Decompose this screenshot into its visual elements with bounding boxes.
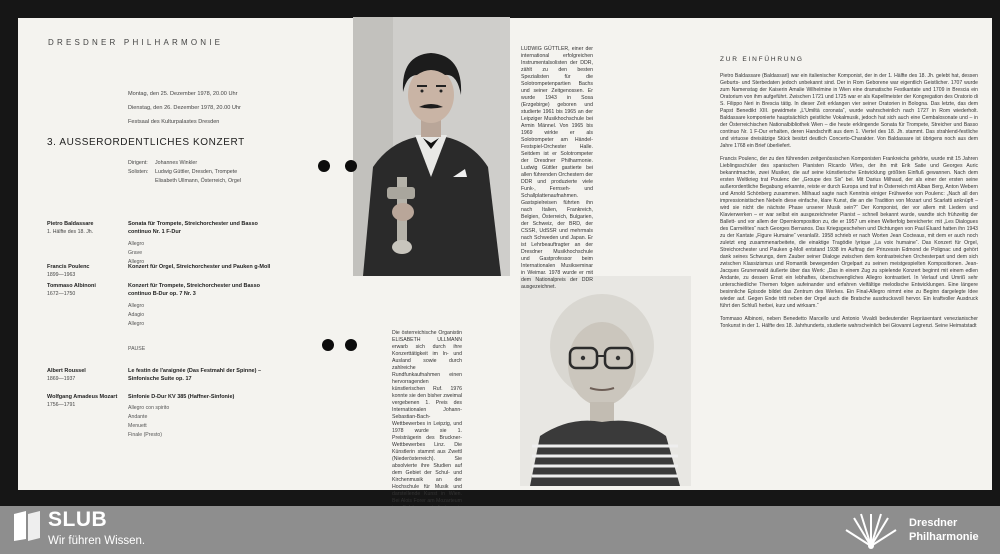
soloists-label: Solisten: bbox=[128, 169, 149, 175]
program-composer: Albert Roussel 1869—1937 bbox=[47, 368, 86, 382]
slub-brand: SLUB bbox=[48, 508, 108, 531]
program-composer: Pietro Baldassare 1. Hälfte des 18. Jh. bbox=[47, 221, 94, 235]
concert-title: 3. AUSSERORDENTLICHES KONZERT bbox=[47, 137, 245, 148]
punch-hole bbox=[345, 339, 357, 351]
ullmann-biography: Die österreichische Organistin ELISABETH ULLMANN erwarb sich durch ihre Konzerttätigkeit im In- und Ausland sowie durch zahlreiche Rundfunkaufnahmen einen hervorragenden künstlerischen Ruf. 1976 konnte sie den bisher zweimal vergebenen 1. Preis des Internationalen Johann-Sebastian-Bach-Wettbewerbes in Leipzig, und 1978 wurde sie 1. Preisträgerin des Bruckner-Wettbewerbes Linz. Die Künstlerin stammt aus Zwettl (Niederösterreich). Sie absolvierte ihre Studien auf dem Gebiet der Schul- und Kirchenmusik an der Hochschule für Musik und darstellende Kunst in Wien. Bei Alois Forer am Mozarteum bbox=[392, 330, 462, 504]
conductor-row bbox=[128, 159, 197, 168]
punch-hole bbox=[318, 160, 330, 172]
punch-hole bbox=[345, 160, 357, 172]
punch-hole bbox=[322, 339, 334, 351]
conductor-name: Johannes Winkler bbox=[155, 160, 198, 166]
slub-logo-icon bbox=[12, 510, 42, 542]
conductor-label: Dirigent: bbox=[128, 160, 148, 166]
intro-paragraph: Tommaso Albinoni, neben Benedetto Marcello und Antonio Vivaldi bedeutender Repräsentant venezianischer Tonkunst in der 1. Hälfte des 18. Jahrhunderts, studierte wahrscheinlich bei Giovanni Legrenzi. Seine Heimatstadt bbox=[720, 316, 978, 329]
program-composer: Tommaso Albinoni 1672—1750 bbox=[47, 283, 96, 297]
program-work: Le festin de l'araignée (Das Festmahl der Spinne) – Sinfonische Suite op. 17 bbox=[128, 368, 262, 382]
trumpeter-photo bbox=[353, 17, 510, 276]
program-pause: PAUSE bbox=[128, 346, 146, 352]
concert-dates bbox=[128, 87, 241, 129]
slub-tagline: Wir führen Wissen. bbox=[48, 535, 146, 547]
dresdner-philharmonie-logo-icon bbox=[842, 508, 900, 550]
intro-paragraph: Francis Poulenc, der zu den führenden zeitgenössischen Komponisten Frankreichs gehörte, wurde mit 15 Jahren Lieblingsschüler des spanischen Pianisten Ricardo Viñes, der ihn mit Erik Satie und Georges Auric bekanntmachte, zwei Musiker, die auf seine künstlerische Entwicklung größten Einfluß gewannen. Nach dem ersten Weltkrieg trat Poulenc der „Groupe des Six“ bei. Mit Darius Milhaud, der als einer der ersten seine außerordentliche Begabung erkannte, reiste er durch Europa und traf in Österreich mit Alban Berg, Anton Webern und Arnold Schönberg zusammen. Milhaud sagte nach Kenntnis einiger Frühwerke von Poulenc: „Nach all den impressionistischen Nebeln diese einfache, klare Kunst, die an die Tradition von Mozart und Scarlatti anknüpft – wird sie nicht die nächste Phase unserer Musik sein?“ Der Komponist, der vor allem mit Liedern und Klavierwerken – er war selbst ein ausgezeichneter Pianist – schnell bekannt wurde, wandte sich frühzeitig der Ballett- und vor allem der Opernkomposition zu, die er 1957 um einen Welterfolg bereicherte: mit „Les Dialogues des Carmélites“ nach Georges Bernanos. Das Kriegsgeschehen und Dichtungen von Paul Éluard hatten ihn 1943 zu der Kantate „Figure Humaine“ veranlaßt. 1958 schrieb er nach Worten Jean Cocteaus, mit dem er auch noch zuletzt eng zusammenarbeitete, die einaktige Tragödie lyrique „La voix humaine“. Das Konzert für Orgel, Streichorchester und Pauken g-Moll entstand 1938 im Auftrag der Prinzessin Edmond de Polignac und gehört dank seines Schwungs, dem Zauber seiner Dialoge zwischen dem kontrastreichen Orchesterpart und dem sich zwischen Klassizismus und Romantik bewegenden Orgelpart zu seinen meistgespielten Kompositionen. Jean-Jacques Grunenwald äußerte über das Werk: „Das in einem Zug zu spielende Konzert beginnt mit einem edlen Andante, zu dessen Ernst ein lebhaftes, überschwengliches Allegro kontrastiert. In Verlauf und Umriß sehr unterschiedliche Themen folgen aufeinander und erfahren vielfältige melodische Entwicklungen. Eine längere besinnliche Episode bildet das Zentrum des Werkes. Ein Final-Allegro nimmt eine zu Beginn dargelegte Idee wieder auf. Gegen Ende tritt neben der Orgel auch die Bratsche ausdrucksvoll hervor. Ein kraftvoller Ausdruck führt den Schluß herbei, kurz und wirksam.“ bbox=[720, 156, 978, 309]
orchestra-heading: DRESDNER PHILHARMONIE bbox=[48, 38, 224, 47]
partner-name: Philharmonie bbox=[909, 531, 979, 543]
program-work: Sinfonie D-Dur KV 385 (Haffner-Sinfonie) Allegro con spirito Andante Menuett Finale (Presto) bbox=[128, 394, 235, 438]
date-line: Dienstag, den 26. Dezember 1978, 20.00 Uhr bbox=[128, 105, 241, 111]
program-composer: Francis Poulenc 1899—1963 bbox=[47, 264, 90, 278]
program-work: Konzert für Trompete, Streichorchester und Basso continuo B-Dur op. 7 Nr. 3 Allegro Adagio Allegro bbox=[128, 283, 261, 327]
venue-line: Festsaal des Kulturpalastes Dresden bbox=[128, 119, 220, 125]
soloist-name: Elisabeth Ullmann, Österreich, Orgel bbox=[155, 178, 241, 184]
guttler-biography: LUDWIG GÜTTLER, einer der international erfolgreichen Instrumentalsolisten der DDR, zählt zu den besten Spezialisten für die Solotrompetenpartien Bachs und seiner Zeitgenossen. Er wurde 1943 in Sosa (Erzgebirge) geboren und studierte 1961 bis 1965 an der Leipziger Musikhochschule bei Armin Männel. Von 1965 bis 1969 wirkte er als Solotrompeter am Händel-Festspiel-Orchester Halle. Seitdem ist er Solotrompeter der Dresdner Philharmonie. Ludwig Güttler gastierte bei allen führenden Orchestern der DDR und produzierte viele Funk-, Fernseh- und Schallplattenaufnahmen. Gastspielreisen führten ihn nach Italien, Frankreich, Belgien, Österreich, Bulgarien, der Schweiz, der BRD, der CSSR, UdSSR und mehrmals nach Schweden und Japan. Er ist Lehrbeauftragter an der Dresdner Musikhochschule und Gastprofessor beim Internationalen Musikseminar in Weimar. 1978 wurde er mit dem Nationalpreis der DDR ausgezeichnet. bbox=[521, 46, 593, 290]
intro-heading: ZUR EINFÜHRUNG bbox=[720, 56, 804, 63]
intro-paragraph: Pietro Baldassare (Baldassari) war ein italienischer Komponist, der in der 1. Hälfte des 18. Jh. gelebt hat, dessen Geburts- und Sterbedaten jedoch unbekannt sind. Der in Rom Geborene war eigentlich Geistlicher. 1707 wurde zum Namenstag der Kaiserin Amalie Wilhelmine in Wien eine dramatische Festkantate und 1709 in Brescia ein Oratorium von ihm aufgeführt. Zwischen 1721 und 1725 war er als Kapellmeister der Kongregation des Oratorio di S. Filippo Neri in Brescia tätig. In dieser Zeit erklangen vier seiner Oratorien in Bologna. Das letzte, das dem Papst Benedikt XIII. gewidmete „L'Umiltà coronata“, wurde wahrscheinlich nach 1727 in Rom wiederholt. Baldassare komponierte hauptsächlich geistliche Vokalmusik, jedoch hat sich auch eine Cembalosonate und – in der Österreichischen Nationalbibliothek Wien – die heute erklingende Sonata für Trompete, Streicher und Basso continuo Nr. 1 F-Dur erhalten, deren Handschrift aus dem 1. Viertel des 18. Jh. stammt. Das strahlend-festliche und virtuose dreisätzige Stück besitzt deutlich Concerto-Charakter. Von Baldassare ist übrigens noch aus dem Jahre 1768 ein Brief überliefert. bbox=[720, 73, 978, 149]
soloists-row bbox=[128, 168, 241, 186]
soloist-name: Ludwig Güttler, Dresden, Trompete bbox=[155, 169, 238, 175]
partner-name: Dresdner bbox=[909, 517, 958, 529]
program-work: Konzert für Orgel, Streichorchester und Pauken g-Moll bbox=[128, 264, 271, 270]
date-line: Montag, den 25. Dezember 1978, 20.00 Uhr bbox=[128, 91, 238, 97]
intro-text bbox=[720, 73, 978, 336]
program-composer: Wolfgang Amadeus Mozart 1756—1791 bbox=[47, 394, 118, 408]
organist-photo bbox=[520, 276, 691, 486]
program-work: Sonata für Trompete, Streichorchester und Basso continuo Nr. 1 F-Dur Allegro Grave Allegro bbox=[128, 221, 258, 265]
